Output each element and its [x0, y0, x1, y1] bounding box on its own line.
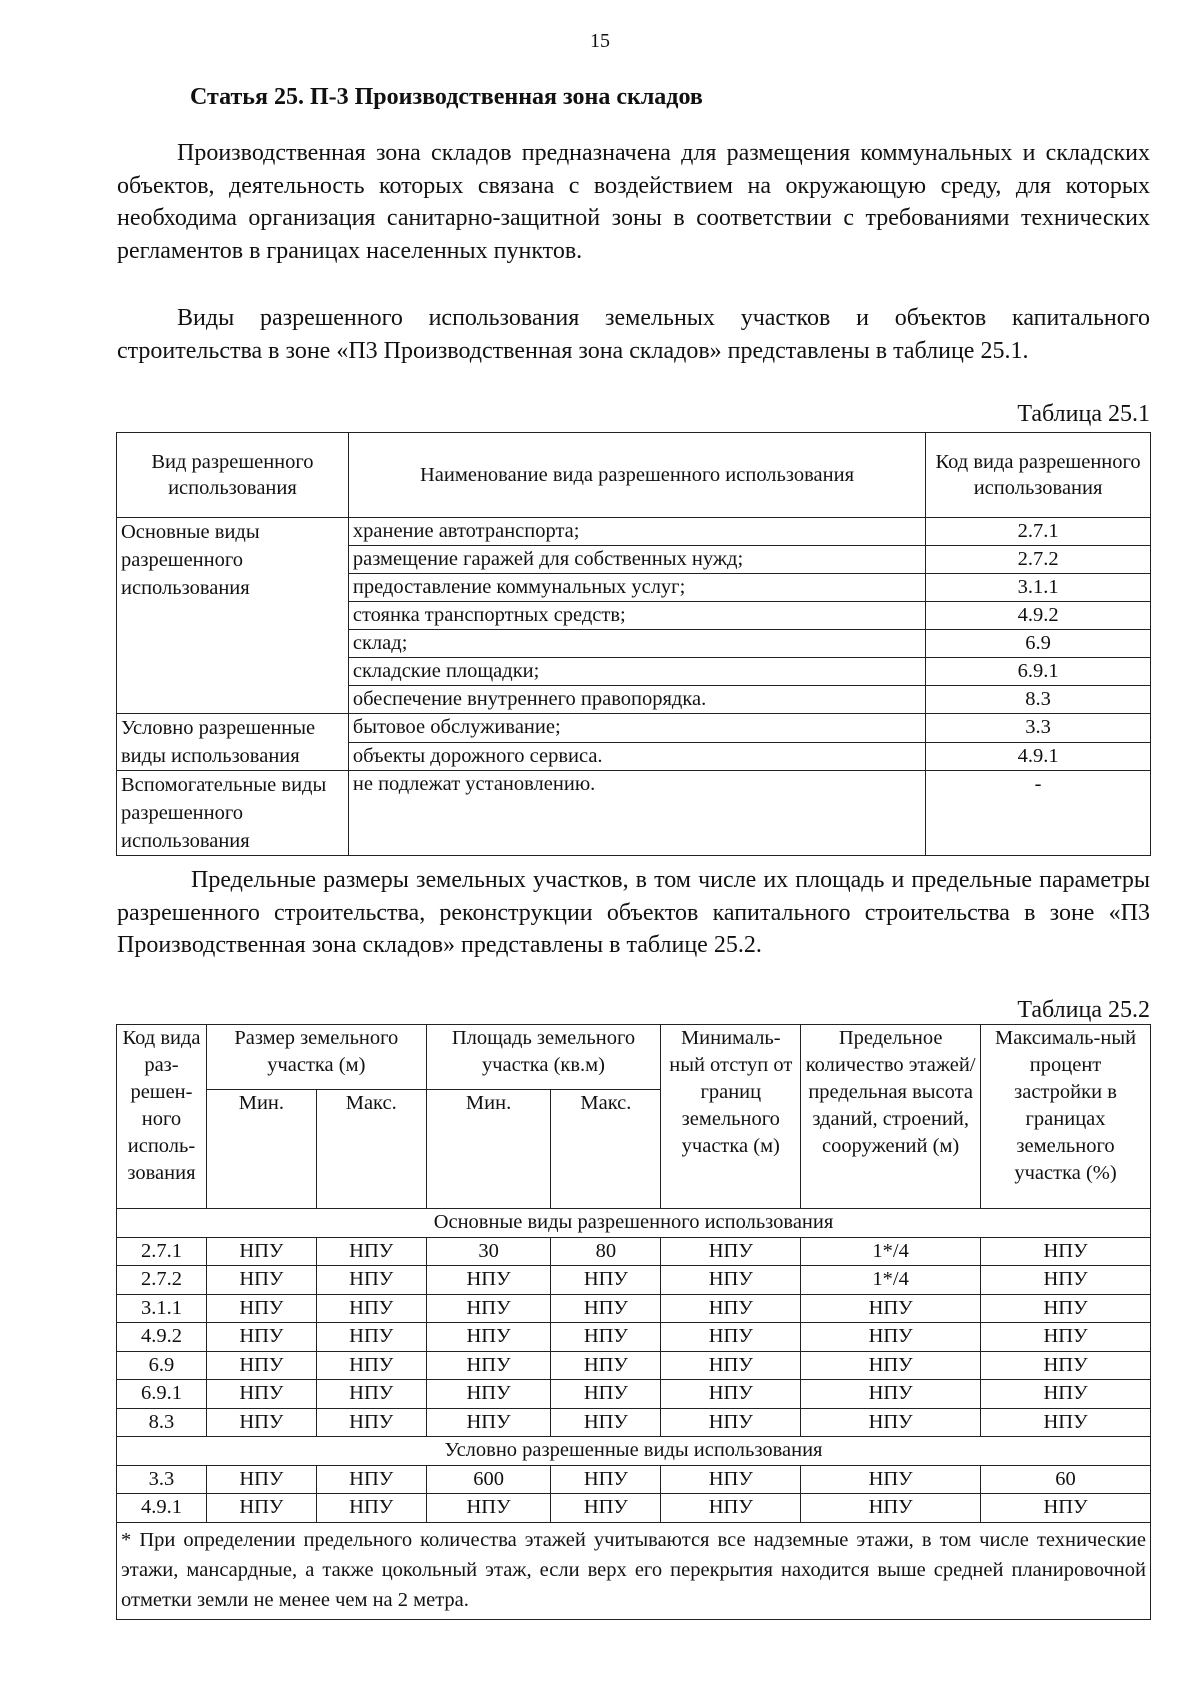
cell-size-min: НПУ: [206, 1494, 316, 1523]
table-row: [117, 1380, 1151, 1409]
cell-coverage: НПУ: [981, 1266, 1151, 1295]
cell-area-max: 80: [551, 1237, 661, 1266]
use-code: 2.7.1: [926, 518, 1151, 546]
cell-size-min: НПУ: [206, 1237, 316, 1266]
table-row: [117, 771, 1151, 856]
cell-area-min: 30: [426, 1237, 551, 1266]
cell-floors: НПУ: [801, 1408, 981, 1437]
group-row: [117, 1209, 1151, 1238]
cell-size-max: НПУ: [316, 1294, 426, 1323]
cell-area-max: НПУ: [551, 1465, 661, 1494]
cell-setback: НПУ: [661, 1266, 801, 1295]
cell-area-max: НПУ: [551, 1294, 661, 1323]
cell-area-max: НПУ: [551, 1408, 661, 1437]
cell-size-max: НПУ: [316, 1266, 426, 1295]
use-name: хранение автотранспорта;: [348, 518, 925, 546]
cell-setback: НПУ: [661, 1380, 801, 1409]
category-conditional: Условно разрешенные виды использования: [117, 714, 349, 771]
cell-floors: НПУ: [801, 1494, 981, 1523]
article-heading: Статья 25. П-3 Производственная зона складов: [190, 84, 703, 110]
cell-code: 3.1.1: [117, 1294, 207, 1323]
cell-coverage: НПУ: [981, 1494, 1151, 1523]
cell-floors: НПУ: [801, 1351, 981, 1380]
table1-header-row: [117, 433, 1151, 518]
table1-header-name: Наименование вида разрешенного использования: [348, 433, 925, 518]
cell-coverage: НПУ: [981, 1380, 1151, 1409]
cell-area-min: НПУ: [426, 1351, 551, 1380]
table-25-1: [116, 432, 1151, 856]
cell-area-min: НПУ: [426, 1408, 551, 1437]
cell-floors: НПУ: [801, 1323, 981, 1352]
table-row: [117, 1266, 1151, 1295]
cell-code: 4.9.1: [117, 1494, 207, 1523]
cell-size-min: НПУ: [206, 1465, 316, 1494]
use-name: стоянка транспортных средств;: [348, 602, 925, 630]
cell-size-min: НПУ: [206, 1380, 316, 1409]
table1-reference-paragraph: [117, 302, 1150, 367]
cell-coverage: НПУ: [981, 1351, 1151, 1380]
group-main-label: Основные виды разрешенного использования: [117, 1209, 1151, 1238]
cell-area-min: 600: [426, 1465, 551, 1494]
use-code: 3.1.1: [926, 574, 1151, 602]
table2-header-plot-size: Размер земельного участка (м): [206, 1025, 426, 1090]
intro-paragraph: [117, 137, 1150, 267]
table2-header-row: [117, 1025, 1151, 1090]
cell-size-min: НПУ: [206, 1408, 316, 1437]
use-name: складские площадки;: [348, 658, 925, 686]
use-code: 6.9.1: [926, 658, 1151, 686]
intro-text: Производственная зона складов предназначена для размещения коммунальных и складских объектов, деятельность которых связана с воздействием на окружающую среду, для которых необходима организация санитарно-защитной зоны в соответствии с требованиями технических регламентов в границах населенных пунктов.: [117, 140, 1150, 264]
cell-area-max: НПУ: [551, 1380, 661, 1409]
cell-code: 6.9: [117, 1351, 207, 1380]
cell-setback: НПУ: [661, 1351, 801, 1380]
use-name: предоставление коммунальных услуг;: [348, 574, 925, 602]
cell-floors: НПУ: [801, 1294, 981, 1323]
cell-area-min: НПУ: [426, 1494, 551, 1523]
cell-coverage: НПУ: [981, 1323, 1151, 1352]
use-name: склад;: [348, 630, 925, 658]
cell-area-max: НПУ: [551, 1323, 661, 1352]
use-name: обеспечение внутреннего правопорядка.: [348, 686, 925, 714]
table-row: [117, 714, 1151, 743]
use-code: -: [926, 771, 1151, 856]
table2-header-coverage: Максималь-ный процент застройки в границах земельного участка (%): [981, 1025, 1151, 1209]
table-25-2: [116, 1024, 1151, 1620]
table-row: [117, 1351, 1151, 1380]
use-name: бытовое обслуживание;: [348, 714, 925, 743]
cell-floors: 1*/4: [801, 1237, 981, 1266]
table1-reference-text: Виды разрешенного использования земельных участков и объектов капитального строительства в зоне «П3 Производственная зона складов» представлены в таблице 25.1.: [117, 305, 1150, 364]
use-code: 6.9: [926, 630, 1151, 658]
group-row: [117, 1437, 1151, 1466]
cell-code: 2.7.1: [117, 1237, 207, 1266]
table2-header-area-max: Макс.: [551, 1090, 661, 1209]
table-row: [117, 1465, 1151, 1494]
table-row: [117, 1408, 1151, 1437]
cell-setback: НПУ: [661, 1408, 801, 1437]
cell-size-max: НПУ: [316, 1380, 426, 1409]
cell-setback: НПУ: [661, 1465, 801, 1494]
table1-header-type: Вид разрешенного использования: [117, 433, 349, 518]
cell-setback: НПУ: [661, 1237, 801, 1266]
cell-size-max: НПУ: [316, 1351, 426, 1380]
cell-area-max: НПУ: [551, 1494, 661, 1523]
cell-code: 4.9.2: [117, 1323, 207, 1352]
footnote-row: [117, 1522, 1151, 1619]
table2-reference-text: Предельные размеры земельных участков, в том числе их площадь и предельные параметры разрешенного строительства, реконструкции объектов капитального строительства в зоне «П3 Производственная зона складов» представлены в таблице 25.2.: [117, 867, 1150, 959]
table1-caption: Таблица 25.1: [1017, 401, 1150, 427]
cell-size-max: НПУ: [316, 1408, 426, 1437]
use-code: 2.7.2: [926, 546, 1151, 574]
use-name: объекты дорожного сервиса.: [348, 742, 925, 771]
cell-code: 3.3: [117, 1465, 207, 1494]
cell-size-max: НПУ: [316, 1237, 426, 1266]
table-row: [117, 1294, 1151, 1323]
page-number: 15: [590, 30, 610, 52]
cell-coverage: НПУ: [981, 1408, 1151, 1437]
cell-area-max: НПУ: [551, 1266, 661, 1295]
group-conditional-label: Условно разрешенные виды использования: [117, 1437, 1151, 1466]
cell-area-min: НПУ: [426, 1323, 551, 1352]
cell-floors: НПУ: [801, 1380, 981, 1409]
table-row: [117, 1323, 1151, 1352]
cell-area-max: НПУ: [551, 1351, 661, 1380]
table2-header-size-min: Мин.: [206, 1090, 316, 1209]
cell-setback: НПУ: [661, 1294, 801, 1323]
table2-header-setback: Минималь-ный отступ от границ земельного участка (м): [661, 1025, 801, 1209]
table2-header-floors: Предельное количество этажей/ предельная высота зданий, строений, сооружений (м): [801, 1025, 981, 1209]
footnote: * При определении предельного количества этажей учитываются все надземные этажи, в том числе технические этажи, мансардные, а также цокольный этаж, если верх его перекрытия находится выше средней планировочной отметки земли не менее чем на 2 метра.: [117, 1522, 1151, 1619]
cell-coverage: НПУ: [981, 1294, 1151, 1323]
cell-floors: НПУ: [801, 1465, 981, 1494]
cell-coverage: НПУ: [981, 1237, 1151, 1266]
cell-coverage: 60: [981, 1465, 1151, 1494]
table-row: [117, 1494, 1151, 1523]
use-code: 8.3: [926, 686, 1151, 714]
table1-header-code: Код вида разрешенного использования: [926, 433, 1151, 518]
table2-caption: Таблица 25.2: [1017, 997, 1150, 1023]
use-code: 3.3: [926, 714, 1151, 743]
use-code: 4.9.2: [926, 602, 1151, 630]
table2-header-size-max: Макс.: [316, 1090, 426, 1209]
category-main: Основные виды разрешенного использования: [117, 518, 349, 714]
category-auxiliary: Вспомогательные виды разрешенного использования: [117, 771, 349, 856]
cell-size-min: НПУ: [206, 1294, 316, 1323]
cell-size-min: НПУ: [206, 1266, 316, 1295]
table-row: [117, 518, 1151, 546]
cell-setback: НПУ: [661, 1323, 801, 1352]
cell-area-min: НПУ: [426, 1380, 551, 1409]
table-row: [117, 1237, 1151, 1266]
cell-size-min: НПУ: [206, 1323, 316, 1352]
cell-setback: НПУ: [661, 1494, 801, 1523]
cell-code: 6.9.1: [117, 1380, 207, 1409]
cell-size-max: НПУ: [316, 1465, 426, 1494]
cell-floors: 1*/4: [801, 1266, 981, 1295]
cell-size-max: НПУ: [316, 1494, 426, 1523]
cell-code: 8.3: [117, 1408, 207, 1437]
table2-header-plot-area: Площадь земельного участка (кв.м): [426, 1025, 661, 1090]
cell-size-max: НПУ: [316, 1323, 426, 1352]
cell-area-min: НПУ: [426, 1294, 551, 1323]
table2-reference-paragraph: [117, 864, 1150, 962]
use-name: не подлежат установлению.: [348, 771, 925, 856]
cell-area-min: НПУ: [426, 1266, 551, 1295]
table2-header-code: Код вида раз-решен-ного исполь-зования: [117, 1025, 207, 1209]
use-name: размещение гаражей для собственных нужд;: [348, 546, 925, 574]
use-code: 4.9.1: [926, 742, 1151, 771]
cell-size-min: НПУ: [206, 1351, 316, 1380]
cell-code: 2.7.2: [117, 1266, 207, 1295]
table2-header-area-min: Мин.: [426, 1090, 551, 1209]
